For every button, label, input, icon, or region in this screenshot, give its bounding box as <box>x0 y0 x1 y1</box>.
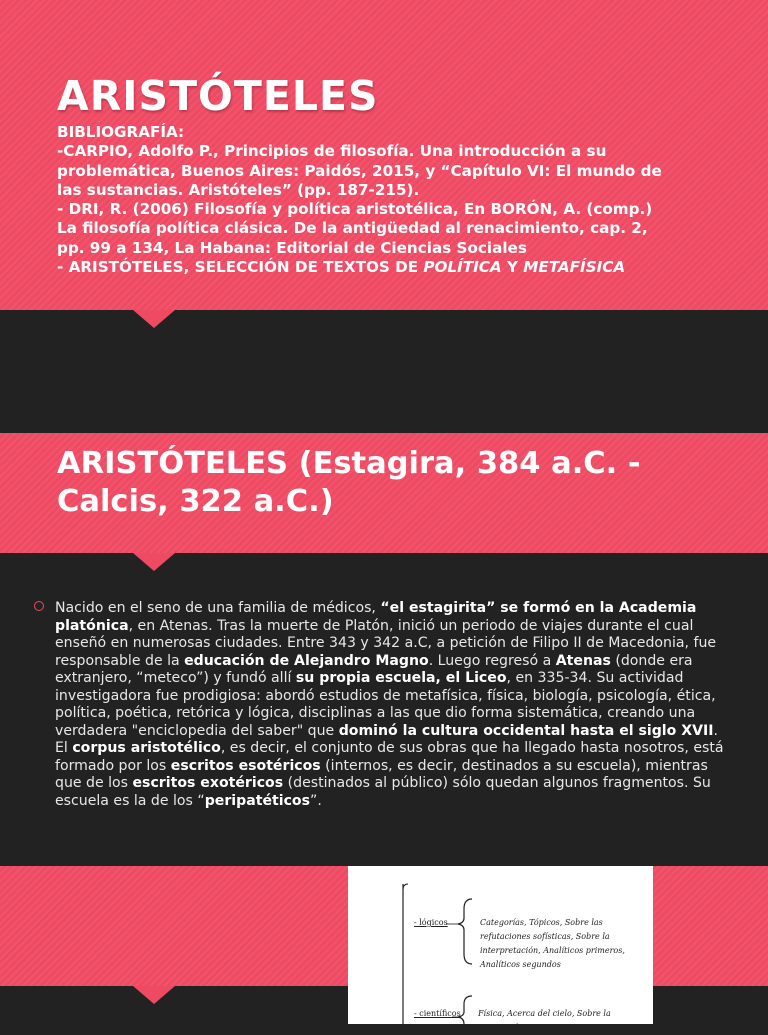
scanned-document-image <box>348 866 653 1032</box>
body-line <box>55 688 745 706</box>
slide3-band-notch <box>133 986 175 1004</box>
body-text-run: El <box>55 740 73 756</box>
body-text-run: que de los <box>55 775 133 791</box>
body-bold-run: Atenas <box>555 652 611 669</box>
slide2-band-notch <box>133 553 175 571</box>
slide1-title: ARISTÓTELES <box>57 72 379 120</box>
body-text-run: enseñó en numerosas ciudades. Entre 343 y 342 a.C, a petición de Filipo II de Macedonia, fue <box>55 635 717 651</box>
body-line <box>55 723 745 741</box>
body-bold-run: “el estagirita” se formó en la Academia <box>380 600 697 616</box>
body-text-run: Nacido en el seno de una familia de médicos, <box>55 600 381 616</box>
body-text-run: política, poética, retórica y lógica, disciplinas a las que dio forma sistemática, creando una <box>55 705 696 721</box>
body-line <box>55 793 745 811</box>
body-bold-run: escritos exotéricos <box>132 775 284 791</box>
body-line <box>55 653 745 671</box>
body-line <box>55 670 745 688</box>
slide2-title: ARISTÓTELES (Estagira, 384 a.C. - Calcis, 322 a.C.) <box>57 446 641 519</box>
body-text-run: responsable de la <box>55 652 185 669</box>
bib-line-last <box>57 258 737 277</box>
bullet-circle-icon <box>34 601 44 611</box>
bib-line: La filosofía política clásica. De la antigüedad al renacimiento, cap. 2, <box>57 219 648 238</box>
body-bold-run: peripatéticos <box>204 792 311 809</box>
bib-last-italic-metafisica: METAFÍSICA <box>523 258 626 277</box>
body-text-run: , en Atenas. Tras la muerte de Platón, inició un periodo de viajes durante el cual <box>128 617 694 634</box>
bib-last-mid: Y <box>501 258 524 277</box>
body-line <box>55 600 745 618</box>
body-text-run: . Luego regresó a <box>428 652 556 669</box>
body-text-run: ”. <box>310 792 322 809</box>
body-bold-run: platónica <box>55 617 129 634</box>
scan-text-cientificos: Física, Acerca del cielo, Sobre la generación y <box>478 1009 611 1032</box>
body-bold-run: dominó la cultura occidental hasta el siglo XVII <box>338 722 714 739</box>
bib-line: -CARPIO, Adolfo P., Principios de filosofía. Una introducción a su <box>57 142 607 161</box>
bib-line: BIBLIOGRAFÍA: <box>57 123 185 141</box>
body-text-run: , es decir, el conjunto de sus obras que ha llegado hasta nosotros, está <box>220 740 724 756</box>
body-line <box>55 775 745 793</box>
body-text-run: (internos, es decir, destinados a su escuela), mientras <box>320 757 708 774</box>
bib-line: las sustancias. Aristóteles” (pp. 187-215). <box>57 180 420 199</box>
slide2-body-paragraph <box>55 600 745 810</box>
body-line <box>55 758 745 776</box>
bib-last-prefix: - ARISTÓTELES, SELECCIÓN DE TEXTOS DE <box>57 258 424 277</box>
body-text-run: escuela es la de los “ <box>55 792 205 809</box>
left-bracket-top <box>403 884 408 890</box>
body-bold-run: corpus aristotélico <box>72 740 221 756</box>
bibliography <box>57 123 737 277</box>
bib-line: pp. 99 a 134, La Habana: Editorial de Ciencias Sociales <box>57 238 527 257</box>
body-line <box>55 618 745 636</box>
body-line <box>55 705 745 723</box>
bib-last-italic-politica: POLÍTICA <box>423 258 502 277</box>
body-text-run: (destinados al público) sólo quedan algunos fragmentos. Su <box>283 775 711 791</box>
bib-line: - DRI, R. (2006) Filosofía y política aristotélica, En BORÓN, A. (comp.) <box>57 200 653 219</box>
bib-line: problemática, Buenos Aires: Paidós, 2015, y “Capítulo VI: El mundo de <box>57 161 662 180</box>
body-bold-run: su propia escuela, el Liceo <box>295 670 507 686</box>
body-text-run: verdadera "enciclopedia del saber" que <box>55 722 339 739</box>
body-text-run: extranjero, “meteco”) y fundó allí <box>55 670 296 686</box>
scan-label-cientificos: - científicos <box>414 1009 461 1018</box>
scan-text-logicos: Categorías, Tópicos, Sobre las refutaciones sofísticas, Sobre la interpretación, Analíticos primeros, Analíticos segundos <box>480 918 625 969</box>
body-bold-run: escritos esotéricos <box>170 757 321 774</box>
body-text-run: investigadora fue prodigiosa: abordó estudios de metafísica, física, biología, psicología, ética, <box>55 687 716 704</box>
body-line <box>55 740 745 758</box>
body-text-run: (donde era <box>610 652 693 669</box>
slide1-band-notch <box>133 310 175 328</box>
body-text-run: formado por los <box>55 757 171 774</box>
body-text-run: . <box>713 722 718 739</box>
body-line <box>55 635 745 653</box>
body-bold-run: educación de Alejandro Magno <box>184 652 429 669</box>
body-text-run: , en 335-34. Su actividad <box>506 670 684 686</box>
scan-label-logicos: - lógicos <box>414 918 448 927</box>
brace-1 <box>458 899 472 964</box>
